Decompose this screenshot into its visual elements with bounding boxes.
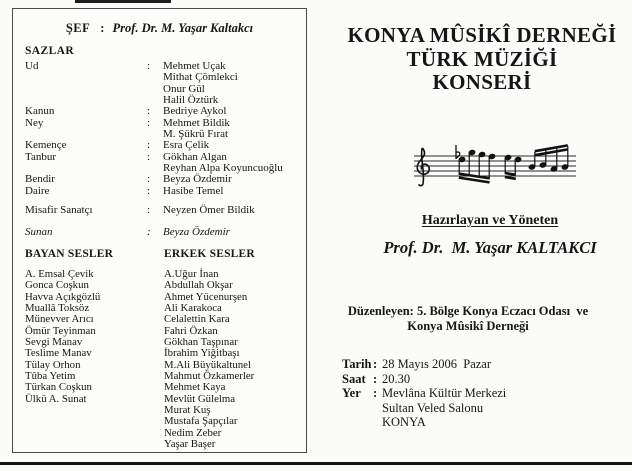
info-colon: : xyxy=(373,371,378,386)
performer-name: Mithat Çömlekci xyxy=(163,71,238,84)
instrument-label xyxy=(25,84,147,95)
performer-name: Halil Öztürk xyxy=(163,94,219,107)
info-row xyxy=(342,415,506,430)
info-colon: : xyxy=(373,386,378,401)
performer-name: Beyza Özdemir xyxy=(163,226,230,239)
concert-title-line: KONYA MÛSİKÎ DERNEĞİ xyxy=(347,23,617,47)
info-row xyxy=(342,401,506,416)
singer-name: Teslime Manav xyxy=(25,347,92,360)
instrument-colon: : xyxy=(147,173,151,186)
info-value: 20.30 xyxy=(382,371,411,386)
instrument-colon xyxy=(147,72,163,83)
singer-name: Ülkü A. Sunat xyxy=(25,392,87,405)
singer-name: Tülay Orhon xyxy=(25,358,81,371)
performer-name: Mehmet Uçak xyxy=(163,60,226,72)
scan-edge-strip xyxy=(75,0,171,3)
event-info xyxy=(342,357,506,430)
instrument-list xyxy=(25,61,306,239)
instrument-label: Daire xyxy=(25,184,50,197)
instrument-label: Ney xyxy=(25,116,44,129)
performer-name: M. Şükrü Fırat xyxy=(163,128,229,141)
singer-name: Tûba Yetim xyxy=(25,369,76,382)
singer-name: Türkan Coşkun xyxy=(25,381,92,394)
singer-name: Ömür Teyinman xyxy=(25,324,96,337)
concert-title-line: TÜRK MÜZİĞİ xyxy=(406,46,558,71)
performer-name: Neyzen Ömer Bildik xyxy=(163,204,255,217)
left-page xyxy=(12,8,307,453)
performer-name: Gökhan Algan xyxy=(163,150,227,163)
instrument-colon: : xyxy=(147,150,151,163)
instrument-label xyxy=(25,72,147,83)
singer-name: Sevgi Manav xyxy=(25,335,83,348)
info-value: 28 Mayıs 2006 Pazar xyxy=(382,357,492,371)
info-row xyxy=(342,372,506,387)
treble-clef-icon xyxy=(417,148,429,186)
instrument-label: Sunan xyxy=(25,226,53,239)
conductor-name: Prof. Dr. M. Yaşar KALTAKCI xyxy=(383,238,597,257)
info-colon xyxy=(373,415,382,430)
staff-lines xyxy=(414,156,576,176)
singer-name: Mahmut Özkamerler xyxy=(164,369,255,382)
performer-name: Onur Gül xyxy=(163,82,205,95)
info-label: Yer xyxy=(342,386,361,401)
instrument-colon xyxy=(147,84,163,95)
singer-name: Abdullah Okşar xyxy=(164,279,233,292)
instrument-label: Ud xyxy=(25,60,39,72)
info-value: KONYA xyxy=(382,415,426,430)
info-value: Sultan Veled Salonu xyxy=(382,400,484,415)
chief-label: ŞEF xyxy=(65,21,91,35)
info-colon xyxy=(373,401,382,416)
performer-name: Reyhan Alpa Koyuncuoğlu xyxy=(163,162,283,175)
singer-name: Muallâ Toksöz xyxy=(25,301,90,314)
instrument-label: Kemençe xyxy=(25,139,67,152)
instrument-label: Kanun xyxy=(25,105,55,118)
singer-name: Gökhan Taşpınar xyxy=(164,335,238,348)
scan-bottom-rule xyxy=(0,462,632,465)
singer-name: Fahri Özkan xyxy=(164,324,218,337)
singer-headers xyxy=(25,248,306,260)
chief-name: Prof. Dr. M. Yaşar Kaltakcı xyxy=(112,21,254,35)
instrument-label: Tanbur xyxy=(25,150,56,163)
singer-name: Havva Açıkgözlü xyxy=(25,290,101,303)
singer-columns xyxy=(25,269,306,451)
singer-name: Münevver Arıcı xyxy=(25,313,94,326)
instrument-label: Misafir Sanatçı xyxy=(25,204,93,217)
performer-name: Beyza Özdemir xyxy=(163,173,232,186)
info-label: Tarih xyxy=(342,357,372,371)
singer-name: Ali Karakoca xyxy=(164,301,222,314)
info-row xyxy=(342,386,506,401)
instruments-section-heading: SAZLAR xyxy=(25,45,75,57)
instrument-colon: : xyxy=(147,226,151,239)
note-group xyxy=(505,155,522,179)
chief-colon: : xyxy=(100,21,105,35)
info-colon: : xyxy=(373,357,378,371)
chief-line xyxy=(13,21,306,36)
singer-name: Yaşar Başer xyxy=(164,437,216,450)
singer-name: Murat Kuş xyxy=(164,403,211,416)
info-value: Mevlâna Kültür Merkezi xyxy=(382,386,507,401)
performer-name: Esra Çelik xyxy=(163,139,210,152)
singer-name: Mehmet Kaya xyxy=(164,381,226,394)
instrument-row xyxy=(25,205,306,216)
performer-name: Mehmet Bildik xyxy=(163,116,230,129)
info-label xyxy=(342,415,373,430)
note-group xyxy=(529,145,569,172)
organizer-block xyxy=(342,304,594,333)
singer-name: Mustafa Şapçılar xyxy=(164,415,238,428)
right-page xyxy=(316,0,632,471)
instrument-colon: : xyxy=(147,204,151,217)
singer-name: Celalettin Kara xyxy=(164,313,230,326)
singer-name: M.Ali Büyükaltunel xyxy=(164,358,251,371)
instrument-label: Bendir xyxy=(25,173,55,186)
singer-name: Mevlüt Gülelma xyxy=(164,392,236,405)
instrument-colon: : xyxy=(147,116,151,129)
info-row xyxy=(342,357,506,372)
concert-title xyxy=(332,24,632,95)
performer-name: Hasibe Temel xyxy=(163,184,224,197)
male-singers-list xyxy=(164,269,306,451)
instrument-row xyxy=(25,227,306,238)
info-label xyxy=(342,401,373,416)
instrument-colon: : xyxy=(147,184,151,197)
flat-icon xyxy=(456,145,460,159)
singer-name: Ahmet Yücenurşen xyxy=(164,290,248,303)
instrument-colon: : xyxy=(147,139,151,152)
singer-name: A. Emsal Çevik xyxy=(25,267,94,280)
singer-name: İbrahim Yiğitbaşı xyxy=(164,347,240,360)
instrument-row xyxy=(25,72,306,83)
female-singers-list xyxy=(25,269,164,451)
instrument-colon: : xyxy=(147,60,151,72)
male-singers-header: ERKEK SESLER xyxy=(164,247,255,260)
instrument-colon: : xyxy=(147,105,151,118)
organizer-line-1: Düzenleyen: 5. Bölge Konya Eczacı Odası ve xyxy=(347,304,589,318)
singer-name: Gonca Coşkun xyxy=(25,279,89,292)
organizer-line-2: Konya Mûsikî Derneği xyxy=(407,318,529,333)
performer-name: Bedriye Aykol xyxy=(163,105,227,118)
singer-name: A.Uğur İnan xyxy=(164,267,219,280)
prepared-by-heading: Hazırlayan ve Yöneten xyxy=(421,213,559,228)
singer-name: Nedim Zeber xyxy=(164,426,222,439)
music-notation-icon xyxy=(410,140,578,192)
info-label: Saat xyxy=(342,371,366,386)
female-singers-header: BAYAN SESLER xyxy=(25,247,114,260)
concert-title-line: KONSERİ xyxy=(432,70,532,94)
instrument-row xyxy=(25,186,306,197)
